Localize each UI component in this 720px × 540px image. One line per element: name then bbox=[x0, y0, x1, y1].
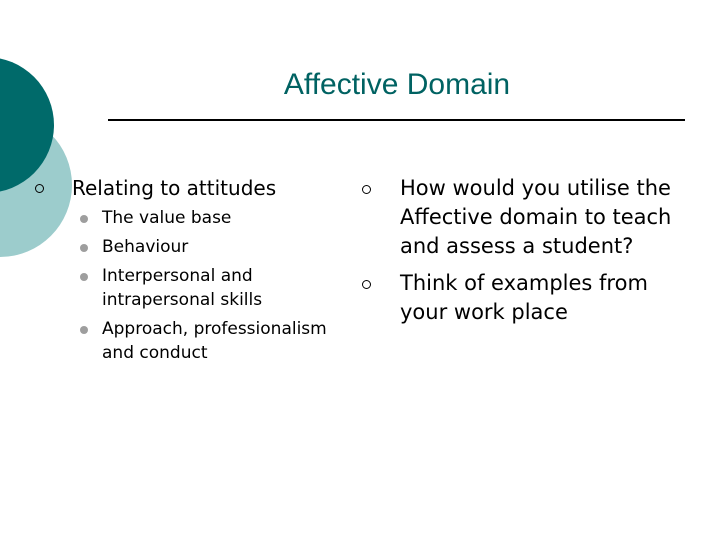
bullet-text: How would you utilise the Affective domain to teach and assess a student? bbox=[400, 176, 672, 258]
slide-title: Affective Domain bbox=[283, 68, 511, 101]
dot-bullet-icon bbox=[80, 326, 88, 334]
bullet-item bbox=[362, 269, 682, 327]
left-column bbox=[34, 174, 334, 370]
sub-bullet-item bbox=[72, 264, 334, 312]
dot-bullet-icon bbox=[80, 244, 88, 252]
hollow-circle-bullet-icon bbox=[362, 185, 371, 194]
sub-bullet-text: Approach, professionalism and conduct bbox=[102, 319, 327, 363]
hollow-circle-bullet-icon bbox=[362, 280, 371, 289]
sub-bullet-item bbox=[72, 206, 334, 230]
hollow-circle-bullet-icon bbox=[35, 184, 44, 193]
sub-bullet-item bbox=[72, 235, 334, 259]
sub-bullet-item bbox=[72, 317, 334, 365]
sub-bullet-text: The value base bbox=[102, 208, 232, 228]
sub-bullet-text: Interpersonal and intrapersonal skills bbox=[102, 266, 263, 310]
sub-bullet-text: Behaviour bbox=[102, 237, 189, 257]
dot-bullet-icon bbox=[80, 215, 88, 223]
right-column bbox=[362, 174, 682, 327]
dot-bullet-icon bbox=[80, 273, 88, 281]
sub-bullet-list bbox=[72, 206, 334, 365]
bullet-item bbox=[34, 174, 334, 203]
bullet-text: Relating to attitudes bbox=[72, 176, 277, 200]
title-divider bbox=[108, 119, 685, 121]
bullet-text: Think of examples from your work place bbox=[400, 271, 648, 324]
bullet-item bbox=[362, 174, 682, 261]
